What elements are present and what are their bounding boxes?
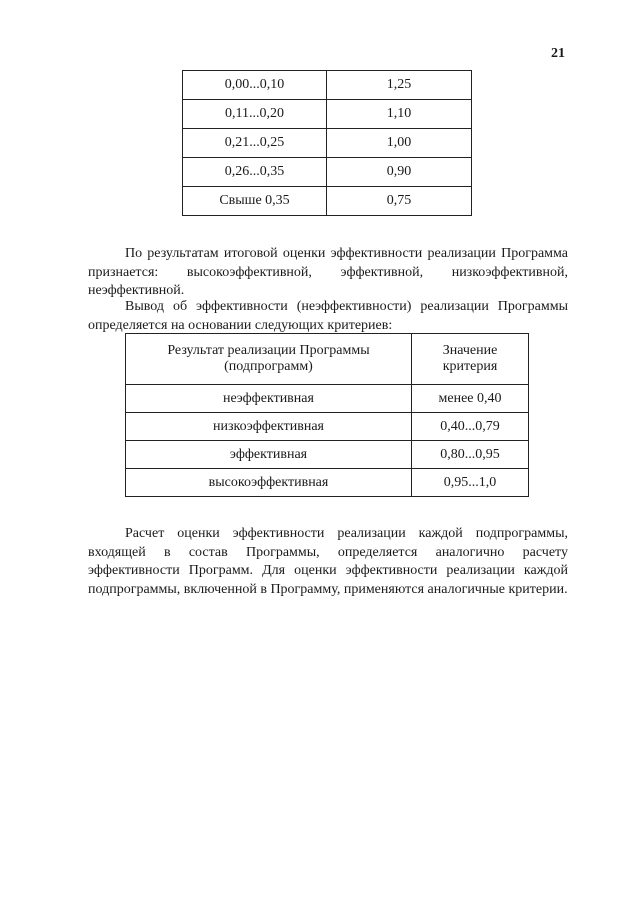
- range-cell: 0,00...0,10: [183, 71, 327, 100]
- table-row: [126, 385, 529, 413]
- value-header: [412, 334, 529, 385]
- result-header-line1: Результат реализации Программы: [167, 342, 370, 358]
- result-cell: низкоэффективная: [126, 413, 412, 441]
- result-cell: неэффективная: [126, 385, 412, 413]
- criteria-table: [125, 333, 529, 497]
- criterion-value-cell: менее 0,40: [412, 385, 529, 413]
- result-cell: эффективная: [126, 441, 412, 469]
- result-cell: высокоэффективная: [126, 469, 412, 497]
- result-header-line2: (подпрограмм): [224, 359, 313, 374]
- coefficient-cell: 1,10: [327, 100, 472, 129]
- range-cell: Свыше 0,35: [183, 187, 327, 216]
- conclusion-paragraph: Вывод об эффективности (неэффективности) реализации Программы определяется на основании следующих критериев:: [88, 299, 568, 333]
- table-row: [183, 158, 472, 187]
- calculation-paragraph: Расчет оценки эффективности реализации каждой подпрограммы, входящей в состав Программы, определяется аналогично расчету эффективности Программ. Для оценки эффективности реализации каждой подпрограммы, включенной в Программу, применяются аналогичные критерии.: [88, 526, 568, 597]
- coefficient-table: [182, 70, 472, 216]
- range-cell: 0,11...0,20: [183, 100, 327, 129]
- assessment-paragraph: По результатам итоговой оценки эффективности реализации Программа признается: высокоэффективной, эффективной, низкоэффективной, неэффективной.: [88, 246, 568, 298]
- criterion-value-cell: 0,40...0,79: [412, 413, 529, 441]
- value-header-line1: Значение: [442, 342, 498, 358]
- criterion-value-cell: 0,80...0,95: [412, 441, 529, 469]
- table-row: [183, 187, 472, 216]
- range-cell: 0,21...0,25: [183, 129, 327, 158]
- range-cell: 0,26...0,35: [183, 158, 327, 187]
- table-header-row: [126, 334, 529, 385]
- table-row: [126, 441, 529, 469]
- table-row: [126, 469, 529, 497]
- criterion-value-cell: 0,95...1,0: [412, 469, 529, 497]
- coefficient-cell: 1,25: [327, 71, 472, 100]
- page-number: 21: [551, 46, 565, 61]
- coefficient-cell: 0,90: [327, 158, 472, 187]
- coefficient-cell: 1,00: [327, 129, 472, 158]
- table-row: [183, 100, 472, 129]
- value-header-line2: критерия: [442, 359, 498, 374]
- coefficient-cell: 0,75: [327, 187, 472, 216]
- result-header: [126, 334, 412, 385]
- table-row: [183, 71, 472, 100]
- table-row: [126, 413, 529, 441]
- table-row: [183, 129, 472, 158]
